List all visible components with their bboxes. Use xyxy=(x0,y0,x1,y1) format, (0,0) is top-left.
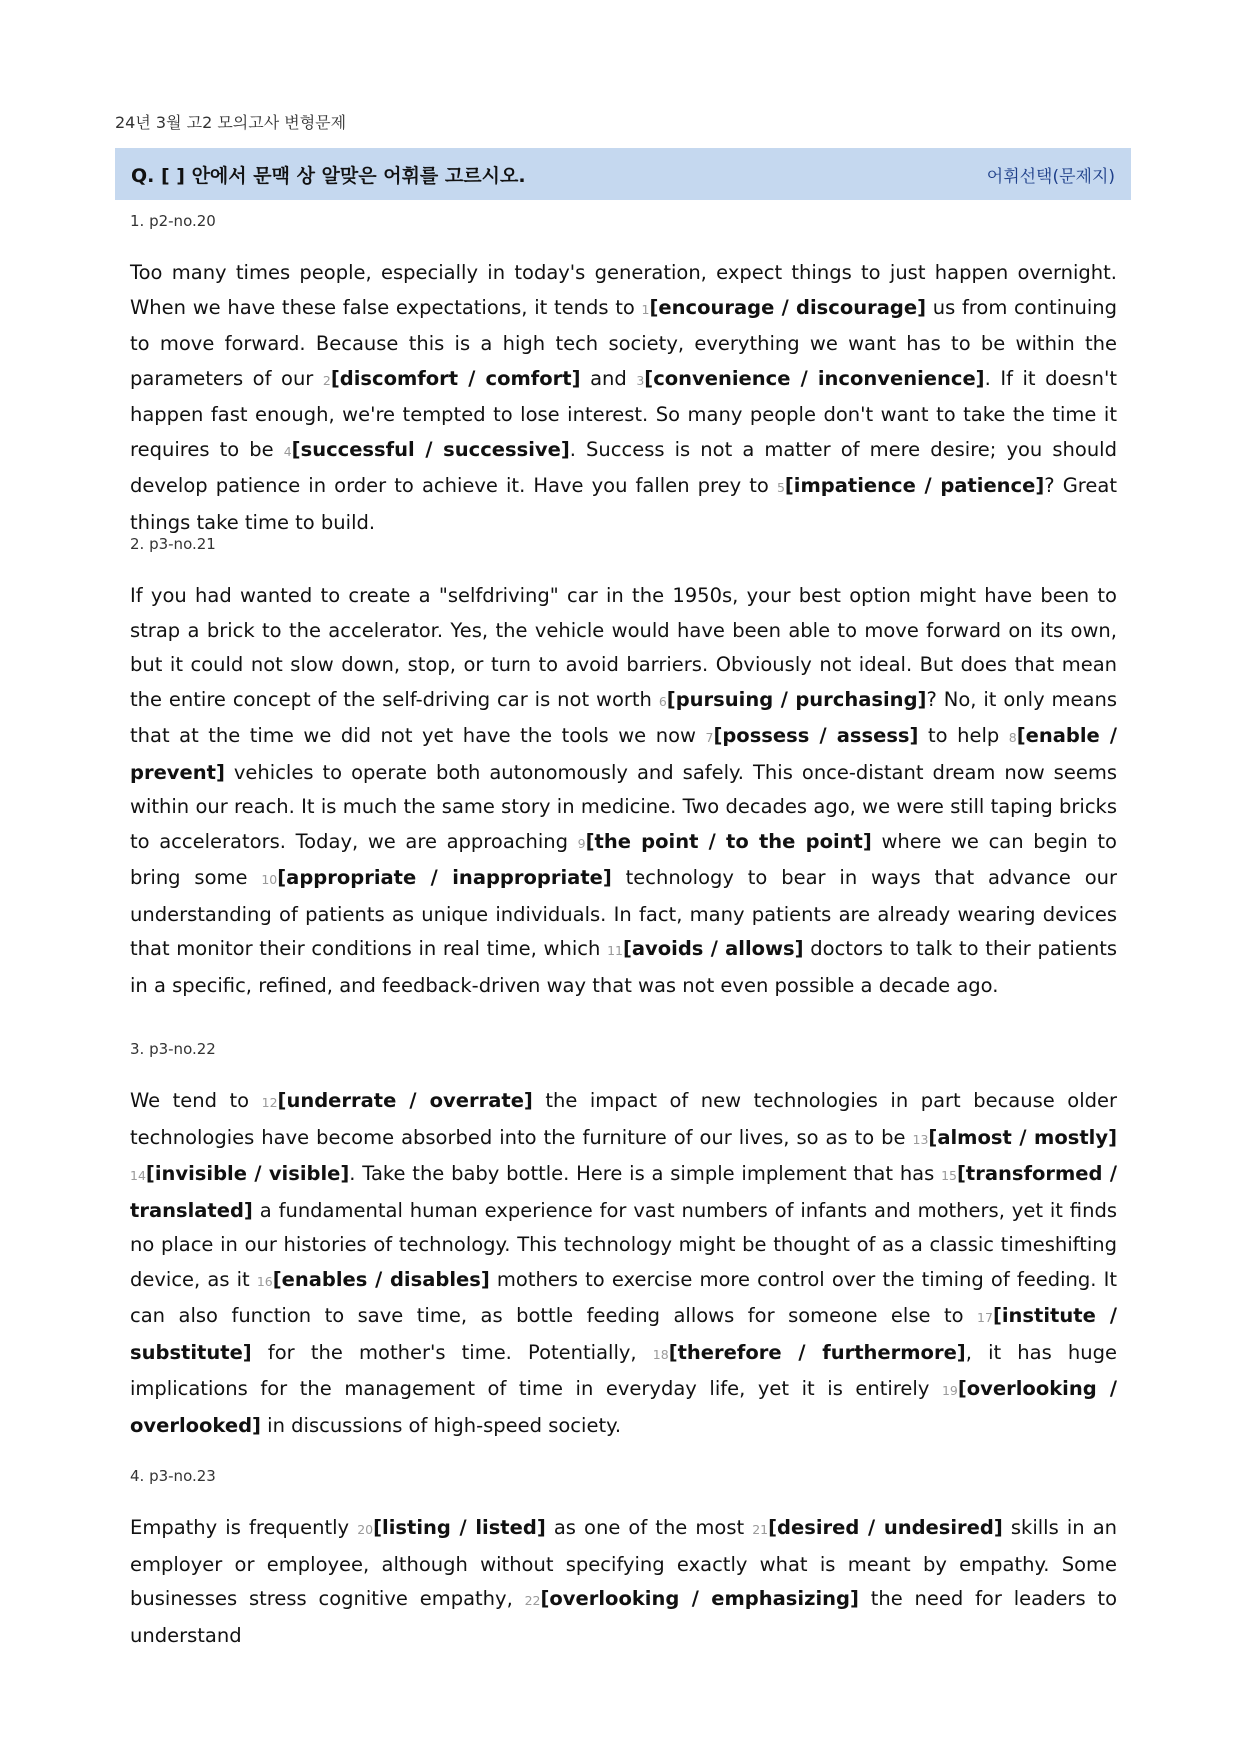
blank-number: 20 xyxy=(357,1522,374,1537)
word-choice: [almost / mostly] xyxy=(928,1125,1117,1149)
passage-run: technology to bear in ways that advance our understanding of patients as unique individuals. In fact, many patients are already wearing devices that monitor their conditions in real time, which xyxy=(130,866,1117,960)
passage-run: and xyxy=(580,366,637,390)
word-choice: [therefore / furthermore] xyxy=(668,1340,966,1364)
word-choice: [desired / undesired] xyxy=(768,1516,1003,1539)
word-choice: [the point / to the point] xyxy=(585,829,872,853)
blank-number: 8 xyxy=(1008,730,1017,745)
blank-number: 3 xyxy=(636,372,645,388)
word-choice: [convenience / inconvenience] xyxy=(644,366,985,390)
word-choice: [overlooking / overlooked] xyxy=(130,1377,1117,1437)
blank-number: 6 xyxy=(658,693,667,709)
passage-text xyxy=(130,1511,1117,1653)
passage-run: Empathy is frequently xyxy=(130,1516,358,1539)
question-tag: 어휘선택(문제지) xyxy=(986,166,1115,187)
passage-run: skills in an employer or employee, although without specifying exactly what is meant by empathy. Some businesses stress cognitive empathy, xyxy=(130,1516,1118,1610)
section-label: 4. p3-no.23 xyxy=(130,1467,216,1485)
passage-run: to help xyxy=(918,724,1009,747)
passage-section-2 xyxy=(130,535,1117,1003)
passage-text xyxy=(130,256,1117,540)
word-choice: [discomfort / comfort] xyxy=(330,366,581,390)
word-choice: [transformed / translated] xyxy=(130,1162,1117,1222)
passage-text xyxy=(130,1084,1117,1443)
passage-run: doctors to talk to their patients in a specific, refined, and feedback-driven way that was not even possible a decade ago. xyxy=(130,937,1117,997)
word-choice: [possess / assess] xyxy=(713,724,919,747)
blank-number: 13 xyxy=(912,1131,929,1147)
passage-run: the impact of new technologies in part because older technologies have become absorbed into the furniture of our lives, so as to be xyxy=(130,1089,1118,1149)
word-choice: [enables / disables] xyxy=(272,1267,490,1291)
passage-run: If you had wanted to create a "selfdriving" car in the 1950s, your best option might have been to strap a brick to the accelerator. Yes, the vehicle would have been able to move forward on its own, but it could not slow down, stop, or turn to avoid barriers. Obviously not ideal. But does that mean the entire concept of the self-driving car is not worth xyxy=(130,584,1117,711)
word-choice: [institute / substitute] xyxy=(130,1304,1117,1364)
passage-section-3 xyxy=(130,1040,1117,1443)
question-bar xyxy=(115,148,1131,200)
passage-text xyxy=(130,579,1117,1003)
passage-section-4 xyxy=(130,1467,1117,1653)
blank-number: 22 xyxy=(524,1593,541,1608)
passage-run: for the mother's time. Potentially, xyxy=(251,1340,653,1364)
blank-number: 12 xyxy=(261,1095,278,1110)
word-choice: [pursuing / purchasing] xyxy=(666,687,927,711)
question-instruction: Q. [ ] 안에서 문맥 상 알맞은 어휘를 고르시오. xyxy=(131,164,526,187)
blank-number: 1 xyxy=(641,301,650,317)
blank-number: 2 xyxy=(322,372,331,388)
passage-run: , it has huge implications for the management of time in everyday life, yet it is entirely xyxy=(130,1340,1118,1400)
passage-run: . If it doesn't happen fast enough, we're tempted to lose interest. So many people don't want to take the time it requires to be xyxy=(130,366,1117,461)
section-label: 1. p2-no.20 xyxy=(130,212,216,230)
passage-run: where we can begin to bring some xyxy=(130,829,1117,889)
blank-number: 17 xyxy=(977,1310,993,1325)
blank-number: 7 xyxy=(705,730,714,745)
section-label: 2. p3-no.21 xyxy=(130,535,216,553)
passage-run: . Success is not a matter of mere desire; you should develop patience in order to achieve it. Have you fallen prey to xyxy=(130,437,1117,497)
passage-run: . Take the baby bottle. Here is a simple implement that has xyxy=(349,1162,942,1185)
page-header-title: 24년 3월 고2 모의고사 변형문제 xyxy=(115,113,347,132)
word-choice: [impatience / patience] xyxy=(784,474,1045,497)
word-choice: [overlooking / emphasizing] xyxy=(540,1587,859,1610)
word-choice: [underrate / overrate] xyxy=(277,1089,533,1112)
word-choice: [encourage / discourage] xyxy=(649,295,926,319)
passage-run: as one of the most xyxy=(545,1516,753,1539)
blank-number: 21 xyxy=(752,1522,769,1537)
word-choice: [successful / successive] xyxy=(291,437,570,461)
blank-number: 18 xyxy=(652,1346,669,1362)
passage-run: the need for leaders to understand xyxy=(130,1587,1118,1647)
passage-section-1 xyxy=(130,212,1117,540)
blank-number: 10 xyxy=(261,872,278,887)
blank-number: 16 xyxy=(256,1273,273,1289)
blank-number: 15 xyxy=(941,1168,957,1183)
section-label: 3. p3-no.22 xyxy=(130,1040,216,1058)
blank-number: 14 xyxy=(130,1168,146,1183)
word-choice: [invisible / visible] xyxy=(145,1162,350,1185)
passage-run: a fundamental human experience for vast numbers of infants and mothers, yet it finds no place in our histories of technology. This technology might be thought of as a classic timeshifting device, as it xyxy=(130,1198,1117,1291)
word-choice: [avoids / allows] xyxy=(622,937,804,960)
passage-run: in discussions of high-speed society. xyxy=(260,1413,622,1437)
word-choice: [appropriate / inappropriate] xyxy=(277,866,612,889)
passage-run: ? Great things take time to build. xyxy=(130,474,1117,534)
blank-number: 4 xyxy=(283,443,292,459)
passage-run: Too many times people, especially in today's generation, expect things to just happen overnight. When we have these false expectations, it tends to xyxy=(130,261,1117,319)
blank-number: 9 xyxy=(577,835,586,851)
blank-number: 19 xyxy=(941,1383,958,1398)
blank-number: 5 xyxy=(776,480,785,495)
passage-run: mothers to exercise more control over the timing of feeding. It can also function to save time, as bottle feeding allows for someone else to xyxy=(130,1267,1117,1327)
passage-run: We tend to xyxy=(130,1089,262,1112)
word-choice: [listing / listed] xyxy=(373,1516,546,1539)
passage-run: vehicles to operate both autonomously and safely. This once-distant dream now seems within our reach. It is much the same story in medicine. Two decades ago, we were still taping bricks to accelerators. Today, we are approaching xyxy=(130,760,1117,853)
word-choice: [enable / prevent] xyxy=(130,724,1118,784)
blank-number: 11 xyxy=(607,943,623,958)
passage-run: us from continuing to move forward. Because this is a high tech society, everything we want has to be within the parameters of our xyxy=(130,295,1117,390)
passage-run: ? No, it only means that at the time we did not yet have the tools we now xyxy=(130,687,1117,747)
